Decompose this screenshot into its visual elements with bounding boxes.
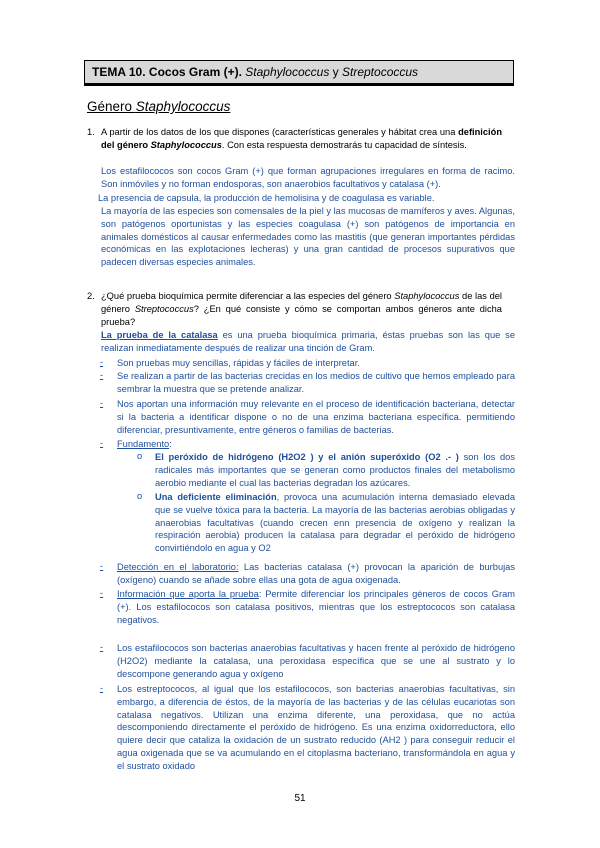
q1-genus: Staphylococcus — [150, 139, 222, 150]
question-1-text — [101, 126, 502, 152]
sub-bullet-2-text: , provoca una acumulación interna demasiado elevada que se vuelve tóxica para la bacteria. La mayoría de las bacterias aerobias obligadas y anaerobias facultativas (cuando crecen enn presencia de oxígeno y realizan la respiración aerobia) producen la catalasa para degradar el peróxido de hidrógeno convirtiéndolo en agua y O2 — [155, 492, 515, 554]
chapter-title-box — [84, 60, 514, 86]
bullet-dash: - — [100, 438, 104, 448]
answer-2-intro — [101, 329, 515, 355]
question-2 — [87, 290, 502, 328]
q2-genus-1: Staphylococcus — [394, 291, 460, 301]
bullet-dash: - — [100, 683, 104, 693]
q2-text-a: ¿Qué prueba bioquímica permite diferenciar a las especies del género — [101, 291, 395, 301]
q2-text-e: ? ¿En qué consiste y cómo se comportan ambos géneros ante dicha prueba? — [101, 303, 502, 327]
test-info-heading: Información que aporta la prueba — [117, 589, 259, 599]
lab-detection-heading: Detección en el laboratorio: — [117, 562, 239, 572]
sub-bullet-marker: o — [137, 491, 143, 501]
answer-2-intro-text: es una prueba bioquímica primaria, éstas pruebas son las que se realizan inmediatamente después de realizar una tinción de Gram. — [101, 330, 515, 353]
answer-1-paragraph-2: La presencia de capsula, la producción de hemolisina y de coagulasa es variable. — [98, 193, 435, 203]
sub-bullet-marker: o — [137, 451, 143, 461]
catalase-test-term: La prueba de la catalasa — [101, 330, 218, 340]
section-heading-genus: Staphylococcus — [135, 99, 231, 114]
q1-text-b: definición del género — [101, 127, 502, 150]
question-2-number: 2. — [87, 291, 95, 301]
answer-1-paragraph-1: Los estafilococos son cocos Gram (+) que forman agrupaciones irregulares en forma de racimo. Son inmóviles y no forman endosporas, son anaerobios facultativos y catalasa (+). — [101, 166, 515, 189]
bullet-3: Nos aportan una información muy relevante en el proceso de identificación bacteriana, detectar si la bacteria a identificar dispone o no de una enzima bacteriana específica. permitiendo diferenciar, presuntivamente, entre géneros o familias de bacterias. — [117, 399, 515, 435]
chapter-title-genus-2: Streptococcus — [342, 65, 419, 79]
section-heading-prefix: Género — [87, 99, 136, 114]
answer-1-paragraph-3: La mayoría de las especies son comensales de la piel y las mucosas de mamíferos y aves. Algunas, son patógenos oportunistas y las especies coagulasa (+) son patógenos de importancia en animales domésticos al causar enfermedades como las mastitis (que generan importantes pérdidas económicas en las explotaciones lecheras) y una gran cantidad de procesos supurativos que padecen diversas especies animales. — [101, 206, 515, 268]
fundamento-colon: : — [169, 439, 172, 449]
bullet-5 — [117, 561, 515, 587]
section-heading — [87, 99, 230, 114]
bullet-8: Los estreptococos, al igual que los estafilococos, son bacterias anaerobias facultativas, sin embargo, a diferencia de éstos, de la mayoría de las bacterias y de las células eucariotas son catalasa negativos. Utilizan una enzima diferente, una peroxidasa, que no actúa descomponiendo directamente el peróxido de hidrógeno. Es una enzima oxidorreductora, ello quiere decir que cataliza la oxidación de un sustrato reducido (AH2 ) para conseguir reducir el agua oxigenada que se va acumulando en el citoplasma bacteriano, transformándola en agua y el sustrato oxidado — [117, 684, 515, 771]
sub-bullet-2 — [155, 491, 515, 555]
bullet-2: Se realizan a partir de las bacterias crecidas en los medios de cultivo que hemos empleado para sembrar la muestra que se pretende analizar. — [117, 371, 515, 394]
sub-bullet-1-bold: El peróxido de hidrógeno (H2O2 ) y el anión superóxido (O2 .- ) — [155, 452, 459, 462]
sub-bullet-1-text: son los dos radicales más importantes que se generan como productos finales del metabolismo aerobio mediante el cual las bacterias degradan los azúcares. — [155, 452, 515, 488]
chapter-title: TEMA 10. Cocos Gram (+). — [92, 65, 242, 79]
bullet-dash: - — [100, 642, 104, 652]
q1-text-d: . Con esta respuesta demostrarás tu capacidad de síntesis. — [221, 139, 467, 150]
question-1-number: 1. — [87, 127, 95, 137]
bullet-7: Los estafilococos son bacterias anaerobias facultativas y hacen frente al peróxido de hidrógeno (H2O2) mediante la catalasa, una peroxidasa específica que se une al sustrato y lo descompone generando agua y oxígeno — [117, 643, 515, 679]
bullet-dash: - — [100, 370, 104, 380]
q1-text-a: A partir de los datos de los que dispones (características generales y hábitat crea una — [101, 127, 459, 137]
bullet-4 — [117, 438, 515, 451]
bullet-dash: - — [100, 588, 104, 598]
q2-genus-2: Streptococcus — [134, 303, 194, 314]
bullet-1: Son pruebas muy sencillas, rápidas y fáciles de interpretar. — [117, 358, 360, 368]
page-number: 51 — [294, 793, 306, 804]
bullet-dash: - — [100, 357, 104, 367]
bullet-dash: - — [100, 398, 104, 408]
bullet-6 — [117, 588, 515, 626]
fundamento-heading: Fundamento — [117, 439, 170, 449]
q2-text-c: de las del género — [101, 291, 502, 314]
bullet-dash: - — [100, 561, 104, 571]
chapter-title-and: y — [329, 65, 342, 79]
question-2-text — [101, 290, 502, 328]
question-1 — [87, 126, 502, 152]
bullet-6-text: : Permite diferenciar los principales géneros de cocos Gram (+). Los estafilococos son catalasa positivos, mientras que los estreptococos son catalasa negativos. — [117, 589, 515, 625]
bullet-5-text: Las bacterias catalasa (+) provocan la aparición de burbujas (oxígeno) cuando se añade sobre ellas una gota de agua oxigenada. — [117, 562, 515, 585]
sub-bullet-1 — [155, 451, 515, 489]
chapter-title-genus-1: Staphylococcus — [245, 65, 330, 79]
sub-bullet-2-bold: Una deficiente eliminación — [155, 492, 277, 502]
